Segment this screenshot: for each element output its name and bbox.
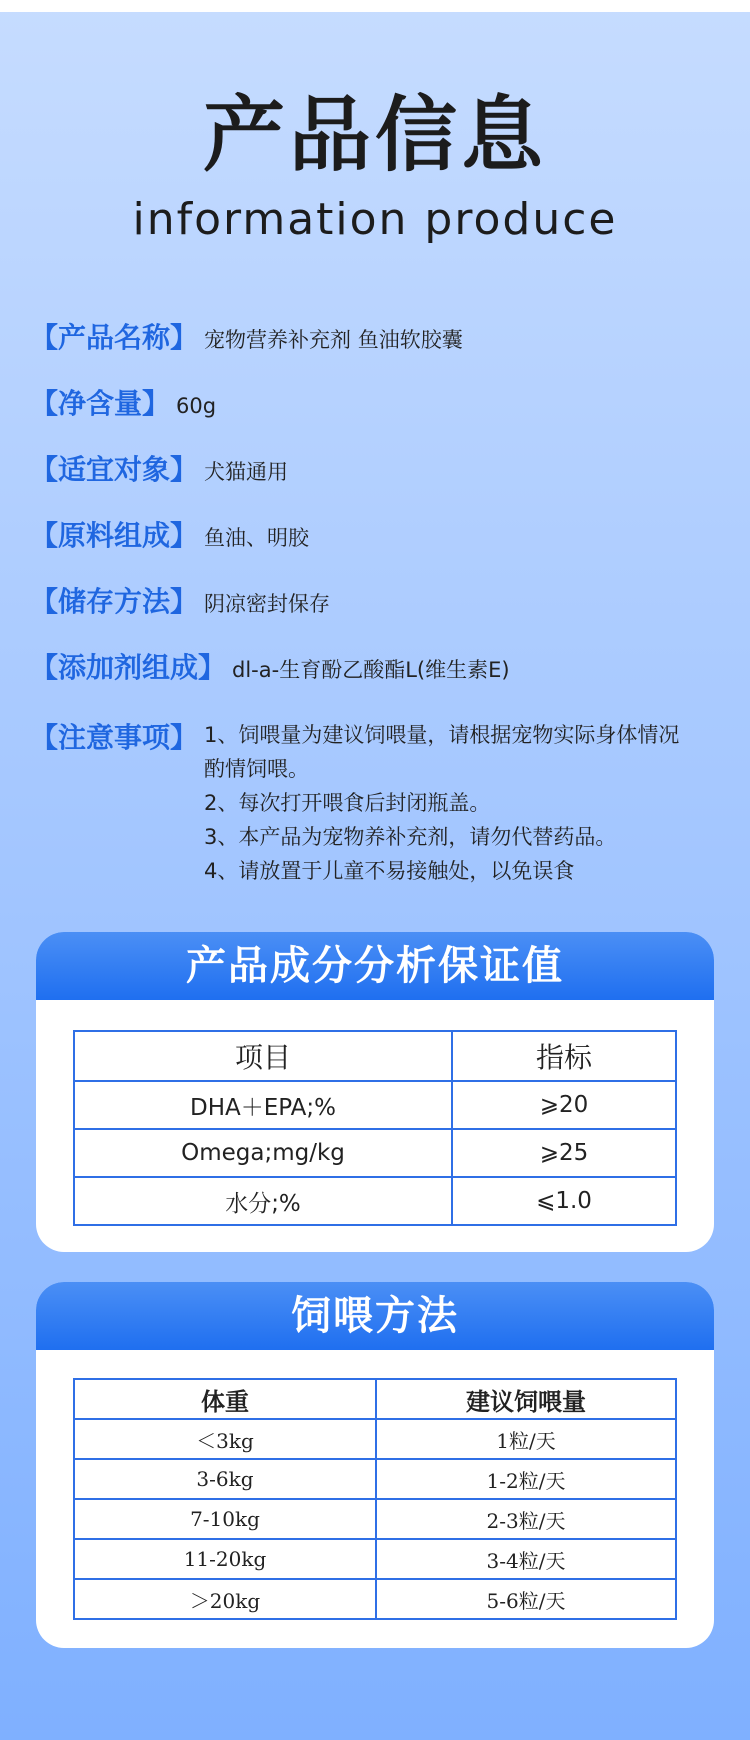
table-row [74,1081,676,1129]
feeding-table [73,1378,677,1620]
feeding-card-title: 饲喂方法 [36,1282,714,1350]
analysis-card-title: 产品成分分析保证值 [36,932,714,1000]
table-header-cell: 项目 [74,1031,452,1081]
table-cell: 3-6kg [74,1459,376,1499]
note-line: 1、饲喂量为建议饲喂量，请根据宠物实际身体情况 [204,723,680,747]
info-value: 犬猫通用 [204,460,289,484]
top-white-strip [0,0,750,12]
table-header-cell: 建议饲喂量 [376,1379,676,1419]
note-line: 酌情饲喂。 [204,757,310,781]
info-key: 【适宜对象】 [30,453,199,486]
table-row [74,1177,676,1225]
table-cell: 5-6粒/天 [376,1579,676,1619]
info-row-additives [30,646,720,687]
table-cell: 7-10kg [74,1499,376,1539]
info-row-storage [30,580,720,621]
table-header-row [74,1031,676,1081]
info-value: dl-a-生育酚乙酸酯L(维生素E) [232,658,510,682]
info-key: 【储存方法】 [30,585,199,618]
table-header-cell: 体重 [74,1379,376,1419]
info-key: 【产品名称】 [30,321,199,354]
note-line: 3、本产品为宠物养补充剂，请勿代替药品。 [204,825,617,849]
table-row [74,1499,676,1539]
info-row-ingredients [30,514,720,555]
table-cell: 3-4粒/天 [376,1539,676,1579]
analysis-card [36,932,714,1252]
table-header-row [74,1379,676,1419]
info-key: 【注意事项】 [30,721,199,754]
info-key: 【添加剂组成】 [30,651,227,684]
notes-list [204,718,679,888]
info-row-target [30,448,720,489]
table-cell: ⩾25 [452,1129,676,1177]
page-subtitle: information produce [132,194,618,245]
info-value: 宠物营养补充剂 鱼油软胶囊 [204,328,463,352]
table-cell: 11-20kg [74,1539,376,1579]
info-value: 60g [176,394,217,418]
table-cell: ⩽1.0 [452,1177,676,1225]
notes-section [30,718,730,888]
table-cell: 2-3粒/天 [376,1499,676,1539]
analysis-table [73,1030,677,1226]
table-row [74,1129,676,1177]
table-cell: 水分;% [74,1177,452,1225]
table-cell: 1-2粒/天 [376,1459,676,1499]
info-value: 鱼油、明胶 [204,526,310,550]
info-key: 【原料组成】 [30,519,199,552]
table-cell: ＞20kg [74,1579,376,1619]
info-key: 【净含量】 [30,387,171,420]
table-cell: DHA＋EPA;% [74,1081,452,1129]
note-line: 2、每次打开喂食后封闭瓶盖。 [204,791,491,815]
table-cell: ⩾20 [452,1081,676,1129]
table-header-cell: 指标 [452,1031,676,1081]
info-row-net-content [30,382,720,423]
page-title: 产品信息 [202,88,547,183]
info-row-product-name [30,316,720,357]
table-row [74,1419,676,1459]
table-row [74,1539,676,1579]
table-row [74,1579,676,1619]
table-cell: ＜3kg [74,1419,376,1459]
note-line: 4、请放置于儿童不易接触处，以免误食 [204,859,575,883]
info-value: 阴凉密封保存 [204,592,331,616]
feeding-card [36,1282,714,1648]
table-cell: 1粒/天 [376,1419,676,1459]
table-row [74,1459,676,1499]
table-cell: Omega;mg/kg [74,1129,452,1177]
